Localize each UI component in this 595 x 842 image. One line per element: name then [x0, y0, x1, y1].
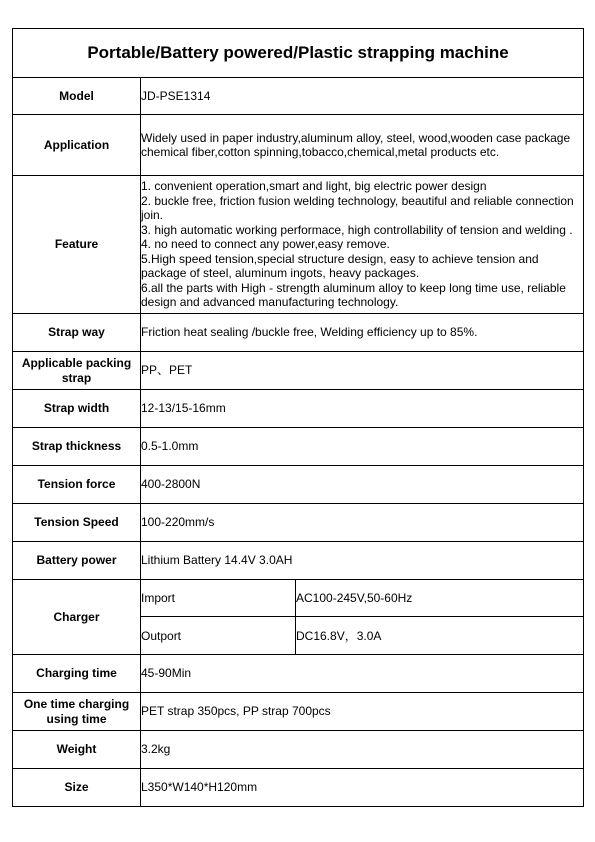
strap-thickness-label: Strap thickness	[13, 428, 141, 466]
model-label: Model	[13, 78, 141, 115]
applicable-packing-strap-label: Applicable packing strap	[13, 352, 141, 390]
page-title: Portable/Battery powered/Plastic strapping machine	[13, 29, 584, 78]
weight-value: 3.2kg	[141, 731, 584, 769]
battery-power-label: Battery power	[13, 542, 141, 580]
table-row	[13, 390, 584, 428]
charger-output-label: Outport	[141, 617, 296, 655]
applicable-packing-strap-value: PP、PET	[141, 352, 584, 390]
table-row	[13, 693, 584, 731]
model-value: JD-PSE1314	[141, 78, 584, 115]
feature-item: 2. buckle free, friction fusion welding technology, beautiful and reliable connection join.	[141, 193, 574, 223]
table-row	[13, 352, 584, 390]
feature-item: 1. convenient operation,smart and light, big electric power design	[141, 179, 487, 194]
tension-force-label: Tension force	[13, 466, 141, 504]
tension-speed-label: Tension Speed	[13, 504, 141, 542]
table-row	[13, 769, 584, 807]
table-row	[13, 78, 584, 115]
charging-time-label: Charging time	[13, 655, 141, 693]
application-value: Widely used in paper industry,aluminum alloy, steel, wood,wooden case package chemical fiber,cotton spinning,tobacco,chemical,metal products etc.	[141, 115, 584, 176]
feature-label: Feature	[13, 176, 141, 314]
tension-speed-value: 100-220mm/s	[141, 504, 584, 542]
table-row	[13, 314, 584, 352]
charger-import-value: AC100-245V,50-60Hz	[296, 580, 584, 617]
table-row	[13, 115, 584, 176]
table-row	[13, 580, 584, 617]
strap-thickness-value: 0.5-1.0mm	[141, 428, 584, 466]
one-time-charging-value: PET strap 350pcs, PP strap 700pcs	[141, 693, 584, 731]
feature-item: 3. high automatic working performace, high controllability of tension and welding .	[141, 222, 573, 237]
table-row	[13, 504, 584, 542]
strap-way-label: Strap way	[13, 314, 141, 352]
table-row	[13, 542, 584, 580]
feature-value	[141, 176, 584, 314]
charger-label: Charger	[13, 580, 141, 655]
charging-time-value: 45-90Min	[141, 655, 584, 693]
strap-width-value: 12-13/15-16mm	[141, 390, 584, 428]
strap-width-label: Strap width	[13, 390, 141, 428]
spec-table	[12, 28, 584, 807]
application-label: Application	[13, 115, 141, 176]
table-row	[13, 655, 584, 693]
feature-item: 4. no need to connect any power,easy remove.	[141, 237, 390, 252]
feature-item: 5.High speed tension,special structure design, easy to achieve tension and package of steel, aluminum ingots, heavy packages.	[141, 251, 539, 281]
title-row	[13, 29, 584, 78]
size-label: Size	[13, 769, 141, 807]
table-row	[13, 731, 584, 769]
tension-force-value: 400-2800N	[141, 466, 584, 504]
table-row	[13, 428, 584, 466]
strap-way-value: Friction heat sealing /buckle free, Welding efficiency up to 85%.	[141, 314, 584, 352]
charger-output-value: DC16.8V，3.0A	[296, 617, 584, 655]
one-time-charging-label: One time charging using time	[13, 693, 141, 731]
charger-import-label: Import	[141, 580, 296, 617]
table-row	[13, 466, 584, 504]
size-value: L350*W140*H120mm	[141, 769, 584, 807]
feature-item: 6.all the parts with High - strength aluminum alloy to keep long time use, reliable design and advanced manufacturing technology.	[141, 280, 566, 310]
table-row	[13, 176, 584, 314]
weight-label: Weight	[13, 731, 141, 769]
battery-power-value: Lithium Battery 14.4V 3.0AH	[141, 542, 584, 580]
